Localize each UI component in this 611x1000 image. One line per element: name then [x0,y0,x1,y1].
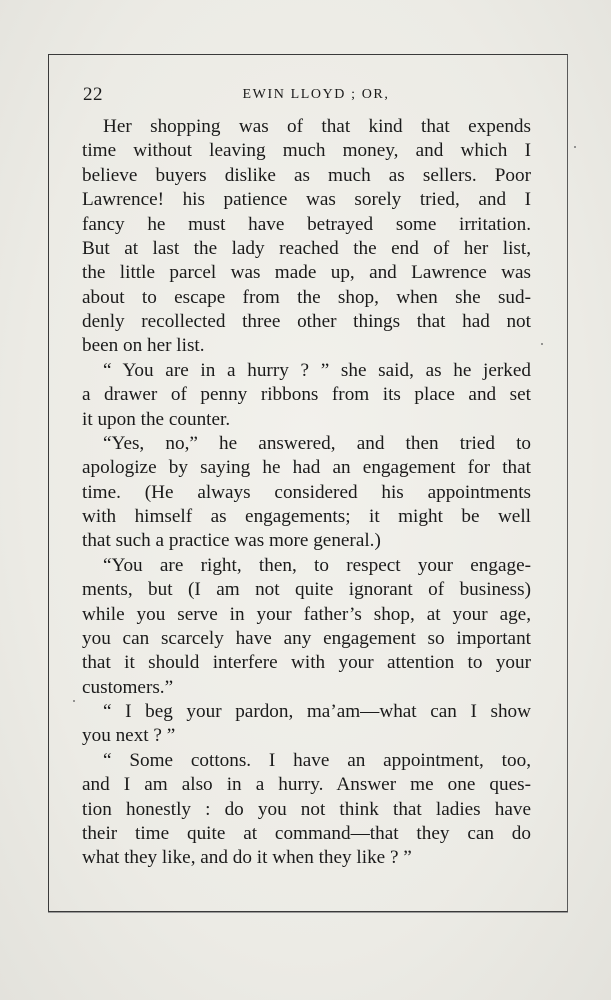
text-line: with himself as engagements; it might be well [82,506,531,527]
text-line: ments, but (I am not quite ignorant of business) [82,579,531,601]
text-line: a drawer of penny ribbons from its place and set [82,384,531,406]
text-line: it upon the counter. [82,408,231,430]
text-line: But at last the lady reached the end of her list, [82,237,531,259]
text-line: Her shopping was of that kind that expends [103,116,531,137]
text-line: believe buyers dislike as much as sellers. Poor [82,164,531,186]
text-line: you next ? ” [82,725,176,747]
text-line: been on her list. [82,335,205,357]
text-line: you can scarcely have any engagement so important [82,627,531,649]
text-line: apologize by saying he had an engagement for that [82,457,531,479]
text-line: “ Some cottons. I have an appointment, too, [103,749,531,771]
text-line: what they like, and do it when they like ? ” [82,847,412,869]
paper-speck [73,700,75,702]
text-line: tion honestly : do you not think that ladies have [82,798,531,820]
text-line: “Yes, no,” he answered, and then tried to [103,432,531,454]
text-line: the little parcel was made up, and Lawrence was [82,262,531,284]
text-line: and I am also in a hurry. Answer me one ques- [82,774,531,796]
text-line: about to escape from the shop, when she sud- [82,286,531,308]
text-line: customers.” [82,676,174,698]
text-line: “ I beg your pardon, ma’am—what can I show [103,701,531,722]
page-header [83,84,531,108]
text-line: that it should interfere with your attention to your [82,652,531,674]
paper-speck [541,343,543,345]
text-line: while you serve in your father’s shop, at your age, [82,603,531,625]
text-line: “You are right, then, to respect your engage- [103,554,531,576]
page-number: 22 [83,84,103,105]
text-line: denly recollected three other things that had not [82,311,531,332]
text-line: time without leaving much money, and which I [82,140,531,162]
paper-speck [574,146,576,148]
running-head: EWIN LLOYD ; OR, [242,87,390,102]
text-line: Lawrence! his patience was sorely tried, and I [82,189,531,211]
text-line: their time quite at command—that they can do [82,822,531,844]
text-line: fancy he must have betrayed some irritation. [82,213,531,235]
text-line: “ You are in a hurry ? ” she said, as he jerked [103,359,531,381]
text-line: that such a practice was more general.) [82,530,381,552]
text-line: time. (He always considered his appointments [82,481,531,503]
body-text [82,115,531,871]
